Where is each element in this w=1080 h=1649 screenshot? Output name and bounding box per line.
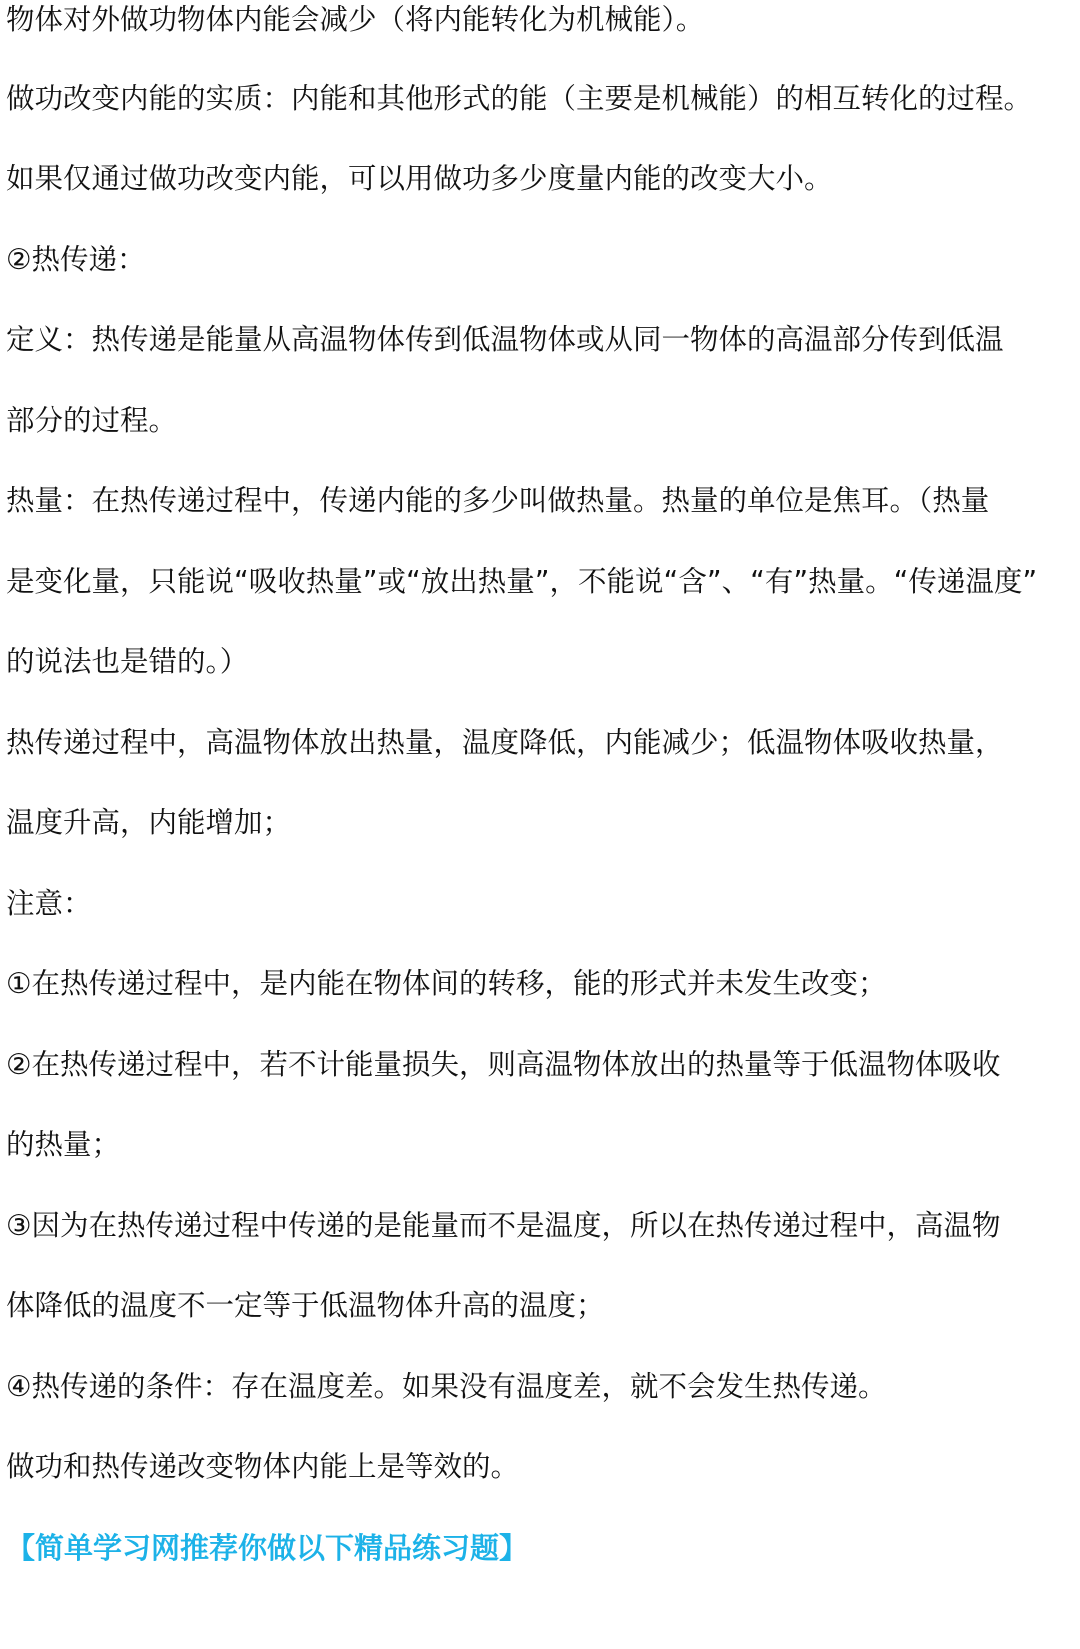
text-line: 物体对外做功物体内能会减少（将内能转化为机械能）。: [6, 3, 705, 36]
text-line: ②热传递：: [6, 243, 146, 276]
text-line: ②在热传递过程中，若不计能量损失，则高温物体放出的热量等于低温物体吸收: [6, 1048, 1001, 1081]
text-line: 温度升高，内能增加；: [6, 806, 292, 839]
text-line: 的说法也是错的。）: [6, 645, 249, 678]
text-line: 热量：在热传递过程中，传递内能的多少叫做热量。热量的单位是焦耳。（热量: [6, 484, 990, 517]
text-line: ④热传递的条件：存在温度差。如果没有温度差，就不会发生热传递。: [6, 1370, 887, 1403]
recommend-banner-link[interactable]: 【简单学习网推荐你做以下精品练习题】: [6, 1531, 529, 1565]
text-line: 部分的过程。: [6, 404, 178, 437]
text-line: 注意：: [6, 887, 92, 920]
text-line: 定义：热传递是能量从高温物体传到低温物体或从同一物体的高温部分传到低温: [6, 323, 1004, 356]
text-line: 的热量；: [6, 1128, 121, 1161]
text-line: 体降低的温度不一定等于低温物体升高的温度；: [6, 1289, 605, 1322]
text-line: ①在热传递过程中，是内能在物体间的转移，能的形式并未发生改变；: [6, 967, 887, 1000]
text-line: 做功和热传递改变物体内能上是等效的。: [6, 1450, 520, 1483]
text-line: 热传递过程中，高温物体放出热量，温度降低，内能减少；低温物体吸收热量，: [6, 726, 1004, 759]
text-line: 是变化量，只能说“吸收热量”或“放出热量”，不能说“含”、“有”热量。“传递温度”: [6, 565, 1038, 598]
text-line: ③因为在热传递过程中传递的是能量而不是温度，所以在热传递过程中，高温物: [6, 1209, 1001, 1242]
text-line: 做功改变内能的实质：内能和其他形式的能（主要是机械能）的相互转化的过程。: [6, 82, 1033, 115]
document-page: [6, 0, 1076, 1649]
text-line: 如果仅通过做功改变内能，可以用做功多少度量内能的改变大小。: [6, 162, 833, 195]
